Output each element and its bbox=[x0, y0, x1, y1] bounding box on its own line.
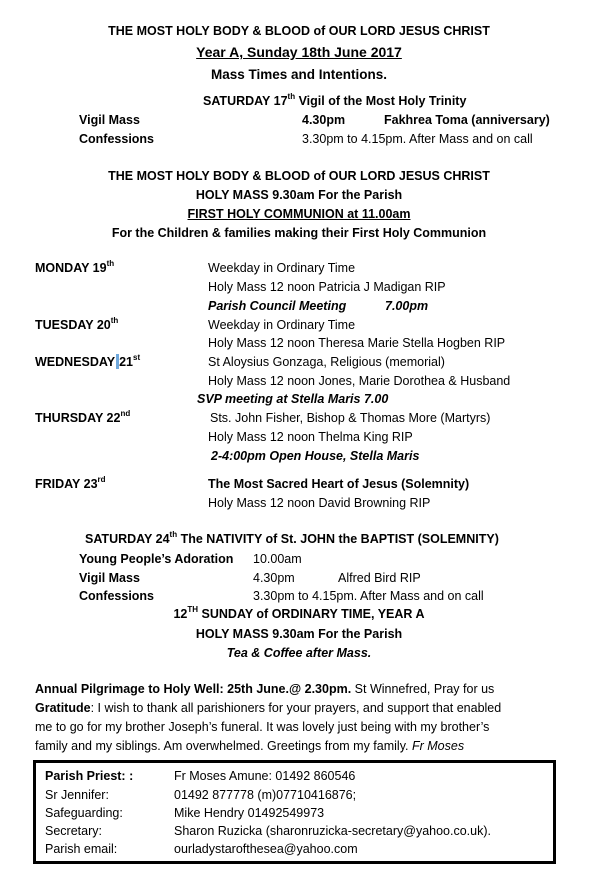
tuesday-line-1: Weekday in Ordinary Time bbox=[208, 318, 356, 332]
saturday-17-heading: SATURDAY 17th Vigil of the Most Holy Trinity bbox=[203, 92, 467, 108]
monday-line-1: Weekday in Ordinary Time bbox=[208, 261, 356, 275]
sunday-mass: HOLY MASS 9.30am For the Parish bbox=[195, 188, 403, 202]
contact-value: Fr Moses Amune: 01492 860546 bbox=[174, 769, 356, 783]
contact-label: Parish Priest: : bbox=[45, 769, 134, 783]
friday-line-2: Holy Mass 12 noon David Browning RIP bbox=[208, 496, 431, 510]
adoration-time: 10.00am bbox=[253, 552, 302, 566]
contact-label: Sr Jennifer: bbox=[45, 788, 109, 802]
wednesday-label: WEDNESDAY 21st bbox=[35, 353, 141, 369]
thursday-line-2: Holy Mass 12 noon Thelma King RIP bbox=[208, 430, 413, 444]
gratitude-line-1: Gratitude: I wish to thank all parishioners for your prayers, and support that enabled bbox=[35, 701, 502, 715]
contact-label: Parish email: bbox=[45, 842, 118, 856]
thursday-label: THURSDAY 22nd bbox=[35, 409, 131, 425]
monday-line-2: Holy Mass 12 noon Patricia J Madigan RIP bbox=[208, 280, 446, 294]
friday-label: FRIDAY 23rd bbox=[35, 475, 106, 491]
vigil-mass-24-intention: Alfred Bird RIP bbox=[338, 571, 421, 585]
confessions-label: Confessions bbox=[79, 132, 155, 146]
vigil-mass-time: 4.30pm bbox=[302, 113, 346, 127]
vigil-mass-intention: Fakhrea Toma (anniversary) bbox=[384, 113, 550, 127]
wednesday-line-1: St Aloysius Gonzaga, Religious (memorial) bbox=[208, 355, 445, 369]
vigil-mass-24-label: Vigil Mass bbox=[79, 571, 140, 585]
bulletin-title: THE MOST HOLY BODY & BLOOD of OUR LORD JESUS CHRIST bbox=[108, 24, 490, 38]
svp-meeting: SVP meeting at Stella Maris 7.00 bbox=[197, 392, 389, 406]
pilgrimage-notice: Annual Pilgrimage to Holy Well: 25th June.@ 2.30pm. St Winnefred, Pray for us bbox=[35, 682, 495, 696]
contact-label: Secretary: bbox=[45, 824, 102, 838]
sunday-25-mass: HOLY MASS 9.30am For the Parish bbox=[195, 627, 403, 641]
tuesday-line-2: Holy Mass 12 noon Theresa Marie Stella Hogben RIP bbox=[208, 336, 506, 350]
vigil-mass-24-time: 4.30pm bbox=[253, 571, 295, 585]
parish-council-time: 7.00pm bbox=[385, 299, 429, 313]
monday-label: MONDAY 19th bbox=[35, 259, 115, 275]
first-communion-note: For the Children & families making their First Holy Communion bbox=[111, 226, 487, 240]
vigil-mass-label: Vigil Mass bbox=[79, 113, 140, 127]
contact-email-link[interactable]: ourladystarofthesea@yahoo.com bbox=[174, 842, 358, 856]
confessions-24-time: 3.30pm to 4.15pm. After Mass and on call bbox=[253, 589, 484, 603]
wednesday-line-2: Holy Mass 12 noon Jones, Marie Dorothea & Husband bbox=[208, 374, 511, 388]
confessions-24-label: Confessions bbox=[79, 589, 155, 603]
tuesday-label: TUESDAY 20th bbox=[35, 316, 119, 332]
saturday-24-heading: SATURDAY 24th The NATIVITY of St. JOHN the BAPTIST (SOLEMNITY) bbox=[85, 530, 499, 546]
confessions-time: 3.30pm to 4.15pm. After Mass and on call bbox=[302, 132, 533, 146]
bulletin-subtitle: Mass Times and Intentions. bbox=[210, 67, 388, 82]
open-house: 2-4:00pm Open House, Stella Maris bbox=[211, 449, 420, 463]
tea-coffee: Tea & Coffee after Mass. bbox=[226, 646, 372, 660]
gratitude-line-3: family and my siblings. Am overwhelmed. Greetings from my family. Fr Moses bbox=[35, 739, 465, 753]
bulletin-date: Year A, Sunday 18th June 2017 bbox=[196, 44, 402, 60]
contact-value: Sharon Ruzicka (sharonruzicka-secretary@yahoo.co.uk). bbox=[174, 824, 491, 838]
friday-line-1: The Most Sacred Heart of Jesus (Solemnity) bbox=[208, 477, 470, 491]
contact-value: 01492 877778 (m)07710416876; bbox=[174, 788, 357, 802]
adoration-label: Young People’s Adoration bbox=[79, 552, 234, 566]
thursday-line-1: Sts. John Fisher, Bishop & Thomas More (Martyrs) bbox=[210, 411, 491, 425]
sunday-25-title: 12TH SUNDAY of ORDINARY TIME, YEAR A bbox=[173, 605, 425, 621]
first-communion: FIRST HOLY COMMUNION at 11.00am bbox=[187, 207, 411, 221]
sunday-title: THE MOST HOLY BODY & BLOOD of OUR LORD JESUS CHRIST bbox=[108, 169, 490, 183]
contacts-box bbox=[33, 760, 556, 864]
parish-council-meeting: Parish Council Meeting bbox=[208, 299, 347, 313]
contact-label: Safeguarding: bbox=[45, 806, 123, 820]
gratitude-line-2: me to go for my brother Joseph’s funeral. It was lovely just being with my brother’s bbox=[35, 720, 490, 734]
contact-value: Mike Hendry 01492549973 bbox=[174, 806, 325, 820]
